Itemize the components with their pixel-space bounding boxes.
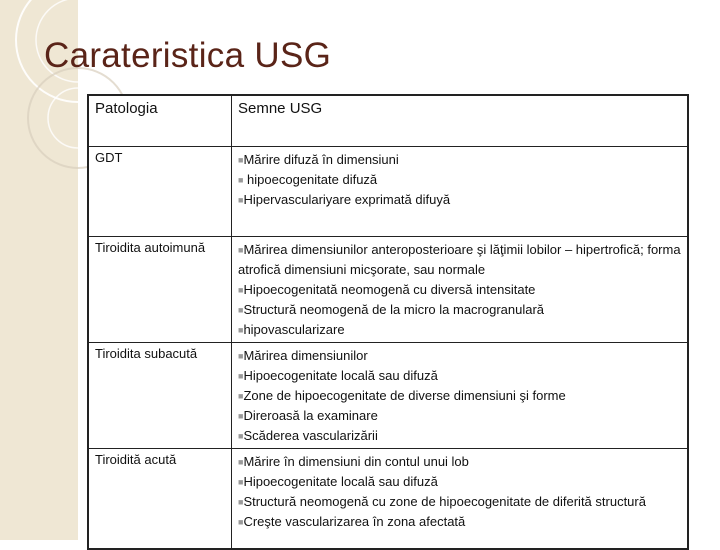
- usg-signs-cell: [232, 343, 689, 449]
- sign-text: hipovascularizare: [243, 322, 345, 337]
- bullet-icon: ■: [238, 285, 244, 295]
- page-title: Carateristica USG: [44, 36, 332, 75]
- bullet-icon: ■: [238, 457, 244, 467]
- sign-item: [238, 346, 681, 366]
- table-row: [88, 147, 688, 237]
- header-pathology: Patologia: [88, 95, 232, 147]
- sign-item: [238, 170, 681, 190]
- sign-text: Structură neomogenă cu zone de hipoecogenitate de diferită structură: [243, 494, 646, 509]
- sign-item: [238, 472, 681, 492]
- bullet-icon: ■: [238, 517, 244, 527]
- sign-text: Scăderea vascularizării: [243, 428, 378, 443]
- table-row: [88, 343, 688, 449]
- sign-text: Structură neomogenă de la micro la macrogranulară: [243, 302, 545, 317]
- sign-item: [238, 240, 681, 280]
- pathology-name: GDT: [88, 147, 232, 237]
- sign-item: [238, 452, 681, 472]
- sign-item: [238, 150, 681, 170]
- sign-text: Hipoecogenitată neomogenă cu diversă intensitate: [243, 282, 536, 297]
- usg-signs-cell: [232, 147, 689, 237]
- bullet-icon: ■: [238, 155, 244, 165]
- bullet-icon: ■: [238, 431, 244, 441]
- bullet-icon: ■: [238, 497, 244, 507]
- table-header-row: [88, 95, 688, 147]
- table-row: [88, 449, 688, 550]
- bullet-icon: ■: [238, 411, 244, 421]
- sign-item: [238, 386, 681, 406]
- sign-item: [238, 280, 681, 300]
- sign-text: Hipoecogenitate locală sau difuză: [243, 368, 438, 383]
- sign-item: [238, 190, 681, 210]
- sign-item: [238, 426, 681, 446]
- sign-text: Zone de hipoecogenitate de diverse dimensiuni şi forme: [243, 388, 566, 403]
- sign-text: hipoecogenitate difuză: [243, 172, 378, 187]
- sign-text: Mărire în dimensiuni din contul unui lob: [243, 454, 469, 469]
- sign-text: Mărirea dimensiunilor anteroposterioare şi lăţimii lobilor – hipertrofică; forma atrofică dimensiuni micşorate, sau normale: [238, 242, 681, 277]
- sign-item: [238, 300, 681, 320]
- usg-signs-cell: [232, 449, 689, 550]
- sign-item: [238, 406, 681, 426]
- sign-text: Hipoecogenitate locală sau difuză: [243, 474, 438, 489]
- sign-item: [238, 320, 681, 340]
- sign-text: Hipervasculariyare exprimată difuyă: [243, 192, 451, 207]
- sign-text: Mărire difuză în dimensiuni: [243, 152, 399, 167]
- sign-text: Mărirea dimensiunilor: [243, 348, 368, 363]
- bullet-icon: ■: [238, 195, 244, 205]
- table-row: [88, 237, 688, 343]
- header-usg-signs: Semne USG: [232, 95, 689, 147]
- bullet-icon: ■: [238, 305, 244, 315]
- pathology-name: Tiroidita autoimună: [88, 237, 232, 343]
- pathology-name: Tiroidita subacută: [88, 343, 232, 449]
- sign-item: [238, 366, 681, 386]
- usg-signs-cell: [232, 237, 689, 343]
- bullet-icon: ■: [238, 245, 244, 255]
- pathology-name: Tiroidită acută: [88, 449, 232, 550]
- bullet-icon: ■: [238, 391, 244, 401]
- sign-item: [238, 492, 681, 512]
- sign-text: Creşte vascularizarea în zona afectată: [243, 514, 466, 529]
- sign-text: Direroasă la examinare: [243, 408, 378, 423]
- bullet-icon: ■: [238, 175, 244, 185]
- usg-characteristics-table: [87, 94, 689, 550]
- bullet-icon: ■: [238, 477, 244, 487]
- bullet-icon: ■: [238, 371, 244, 381]
- bullet-icon: ■: [238, 325, 244, 335]
- sign-item: [238, 512, 681, 532]
- bullet-icon: ■: [238, 351, 244, 361]
